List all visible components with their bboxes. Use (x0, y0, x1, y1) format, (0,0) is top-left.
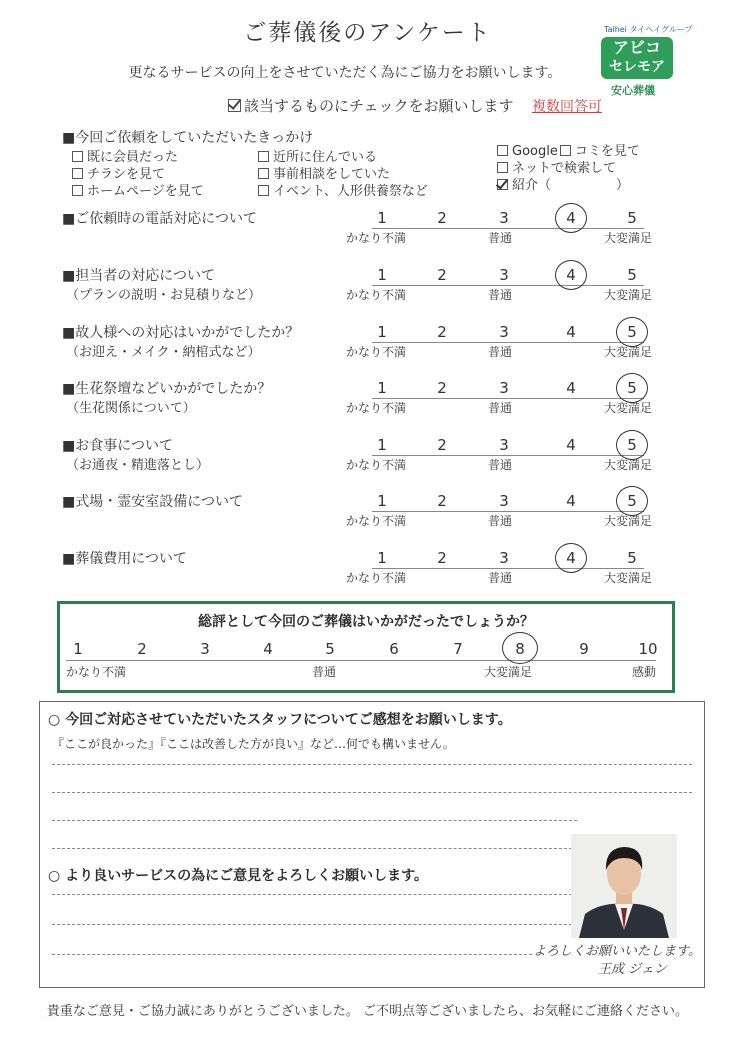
summary-label-mid: 普通 (312, 665, 337, 679)
staff-comment-title: ○ 今回ご対応させていただいたスタッフについてご感想をお願いします。 (48, 712, 512, 728)
scale-label-low: かなり不満 (346, 401, 407, 415)
logo-group-name: Taihei タイヘイグループ (604, 25, 693, 34)
summary-option[interactable]: 1 (73, 640, 83, 658)
scale-option[interactable]: 5 (627, 209, 637, 227)
option-web-search[interactable]: ネットで検索して (497, 157, 616, 176)
summary-scale-line (66, 660, 656, 661)
comment-line[interactable] (52, 764, 692, 765)
option-consultation[interactable]: 事前相談をしていた (258, 163, 390, 182)
staff-portrait-icon (571, 834, 677, 938)
check-icon (228, 99, 241, 112)
summary-option[interactable]: 9 (579, 640, 589, 658)
summary-option[interactable]: 3 (200, 640, 210, 658)
scale-label-mid: 普通 (488, 345, 513, 359)
scale-option[interactable]: 3 (499, 323, 509, 341)
scale-option[interactable]: 3 (499, 436, 509, 454)
scale-option[interactable]: 1 (377, 266, 387, 284)
rating-question: ■担当者の対応について (62, 268, 215, 284)
staff-photo (571, 834, 677, 938)
scale-option[interactable]: 2 (437, 436, 447, 454)
rating-question: ■ご依頼時の電話対応について (62, 211, 257, 227)
summary-option[interactable]: 10 (638, 640, 658, 658)
multi-answer-note: 複数回答可 (532, 99, 602, 115)
scale-label-high: 大変満足 (604, 231, 653, 245)
scale-option[interactable]: 1 (377, 323, 387, 341)
scale-option[interactable]: 1 (377, 209, 387, 227)
scale-option[interactable]: 3 (499, 266, 509, 284)
rating-question-sub: （プランの説明・お見積りなど） (66, 288, 262, 303)
rating-question: ■式場・霊安室設備について (62, 494, 243, 510)
summary-label-high: 大変満足 (484, 665, 533, 679)
rating-question: ■生花祭壇などいかがでしたか？ (62, 381, 272, 397)
logo-tagline: 安心葬儀 (611, 84, 655, 97)
comment-line[interactable] (52, 848, 577, 849)
scale-label-low: かなり不満 (346, 571, 407, 585)
scale-option[interactable]: 4 (566, 436, 576, 454)
summary-option[interactable]: 5 (325, 640, 335, 658)
scale-option[interactable]: 5 (627, 379, 637, 397)
option-referral[interactable]: 紹介（ ） (497, 174, 629, 193)
scale-option[interactable]: 5 (627, 492, 637, 510)
checkbox[interactable] (258, 185, 269, 196)
scale-option[interactable]: 4 (566, 266, 576, 284)
scale-option[interactable]: 4 (566, 492, 576, 510)
rating-question: ■お食事について (62, 438, 173, 454)
logo-line1: アビコ (612, 38, 661, 57)
rating-question: ■故人様への対応はいかがでしたか？ (62, 325, 300, 341)
option-member[interactable]: 既に会員だった (72, 146, 178, 165)
checkbox[interactable] (497, 162, 508, 173)
instruction (228, 95, 514, 116)
scale-label-high: 大変満足 (604, 458, 653, 472)
summary-option[interactable]: 6 (389, 640, 399, 658)
checkbox[interactable] (72, 185, 83, 196)
summary-box (57, 601, 675, 693)
staff-message: よろしくお願いいたします。 (533, 944, 701, 959)
staff-name: 王成 ジェン (598, 962, 667, 977)
checkbox[interactable] (72, 168, 83, 179)
checkbox[interactable] (72, 151, 83, 162)
scale-label-low: かなり不満 (346, 231, 407, 245)
checkbox-checked[interactable] (497, 179, 508, 190)
scale-option[interactable]: 2 (437, 379, 447, 397)
scale-option[interactable]: 2 (437, 323, 447, 341)
footer-text: 貴重なご意見・ご協力誠にありがとうございました。 ご不明点等ございましたら、お気軽にご連絡ください。 (46, 1004, 689, 1019)
summary-label-low: かなり不満 (66, 665, 127, 679)
scale-option[interactable]: 2 (437, 266, 447, 284)
option-neighbor[interactable]: 近所に住んでいる (258, 146, 377, 165)
scale-option[interactable]: 3 (499, 209, 509, 227)
summary-option[interactable]: 4 (263, 640, 273, 658)
scale-option[interactable]: 2 (437, 209, 447, 227)
scale-label-mid: 普通 (488, 571, 513, 585)
scale-label-mid: 普通 (488, 401, 513, 415)
page-subtitle: 更なるサービスの向上をさせていただく為にご協力をお願いします。 (128, 65, 562, 81)
rating-question-sub: （生花関係について） (66, 401, 196, 416)
scale-option[interactable]: 5 (627, 323, 637, 341)
logo-line2: セレモア (609, 59, 665, 75)
scale-label-high: 大変満足 (604, 401, 653, 415)
scale-option[interactable]: 3 (499, 379, 509, 397)
scale-option[interactable]: 4 (566, 323, 576, 341)
scale-option[interactable]: 2 (437, 492, 447, 510)
scale-option[interactable]: 3 (499, 492, 509, 510)
checkbox[interactable] (258, 168, 269, 179)
scale-label-mid: 普通 (488, 514, 513, 528)
option-event[interactable]: イベント、人形供養祭など (258, 180, 428, 199)
summary-label-top: 感動 (632, 665, 657, 679)
scale-option[interactable]: 5 (627, 549, 637, 567)
scale-option[interactable]: 4 (566, 379, 576, 397)
selected-circle (555, 543, 587, 573)
scale-label-low: かなり不満 (346, 514, 407, 528)
staff-comment-hint: 『ここが良かった』『ここは改善した方が良い』など…何でも構いません。 (52, 737, 455, 751)
scale-option[interactable]: 4 (566, 549, 576, 567)
option-google[interactable]: Google コミを見て (497, 140, 640, 159)
comment-line[interactable] (52, 894, 577, 895)
scale-label-high: 大変満足 (604, 345, 653, 359)
summary-option[interactable]: 2 (137, 640, 147, 658)
comment-line[interactable] (52, 792, 692, 793)
summary-option[interactable]: 7 (453, 640, 463, 658)
instruction-text: 該当するものにチェックをお願いします (244, 97, 514, 115)
scale-label-low: かなり不満 (346, 345, 407, 359)
rating-question: ■葬儀費用について (62, 551, 187, 567)
selected-circle (555, 203, 587, 233)
comment-line[interactable] (52, 820, 577, 821)
scale-option[interactable]: 2 (437, 549, 447, 567)
comment-line[interactable] (52, 954, 532, 955)
scale-label-mid: 普通 (488, 458, 513, 472)
scale-option[interactable]: 5 (627, 436, 637, 454)
rating-question-sub: （お迎え・メイク・納棺式など） (66, 345, 261, 360)
scale-option[interactable]: 4 (566, 209, 576, 227)
selected-circle (502, 632, 538, 664)
scale-label-low: かなり不満 (346, 288, 407, 302)
option-flyer[interactable]: チラシを見て (72, 163, 165, 182)
company-logo (601, 37, 673, 79)
summary-option[interactable]: 8 (515, 640, 525, 658)
scale-label-high: 大変満足 (604, 288, 653, 302)
rating-question-sub: （お通夜・精進落とし） (66, 458, 210, 473)
scale-label-low: かなり不満 (346, 458, 407, 472)
scale-label-mid: 普通 (488, 288, 513, 302)
option-homepage[interactable]: ホームページを見て (72, 180, 204, 199)
scale-option[interactable]: 1 (377, 379, 387, 397)
scale-label-mid: 普通 (488, 231, 513, 245)
selected-circle (555, 260, 587, 290)
scale-label-high: 大変満足 (604, 514, 653, 528)
checkbox[interactable] (560, 145, 571, 156)
service-comment-title: ○ より良いサービスの為にご意見をよろしくお願いします。 (48, 868, 428, 884)
checkbox[interactable] (258, 151, 269, 162)
checkbox[interactable] (497, 145, 508, 156)
question-trigger: ■今回ご依頼をしていただいたきっかけ (62, 130, 314, 146)
page-title: ご葬儀後のアンケート (243, 20, 492, 46)
comment-line[interactable] (52, 924, 577, 925)
summary-question: 総評として今回のご葬儀はいかがだったでしょうか？ (198, 614, 534, 630)
scale-option[interactable]: 1 (377, 492, 387, 510)
scale-option[interactable]: 1 (377, 549, 387, 567)
scale-option[interactable]: 5 (627, 266, 637, 284)
scale-label-high: 大変満足 (604, 571, 653, 585)
scale-option[interactable]: 3 (499, 549, 509, 567)
scale-option[interactable]: 1 (377, 436, 387, 454)
